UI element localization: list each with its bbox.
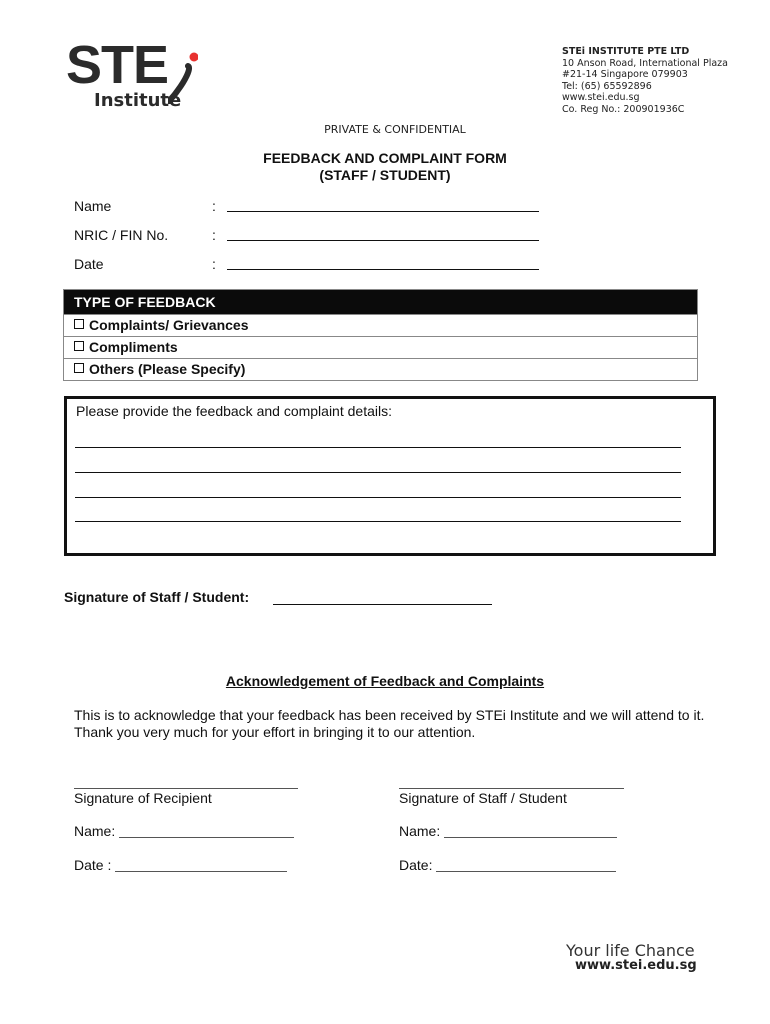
feedback-type-header: TYPE OF FEEDBACK (64, 290, 697, 314)
details-box[interactable] (64, 396, 716, 556)
staff-student-signature-field[interactable] (399, 788, 624, 789)
staff-student-signature-label: Signature of Staff / Student (399, 790, 567, 806)
staff-date-label: Date: (399, 857, 433, 873)
company-name: STEi INSTITUTE PTE LTD (562, 46, 690, 57)
form-title: FEEDBACK AND COMPLAINT FORM (263, 150, 507, 166)
option-others[interactable] (64, 358, 697, 380)
date-field[interactable] (227, 269, 539, 270)
ack-title-text: Acknowledgement of Feedback and Complaints (225, 673, 545, 689)
company-tel: Tel: (65) 65592896 (562, 80, 652, 92)
option-others-label: Others (Please Specify) (89, 361, 246, 377)
ack-text: This is to acknowledge that your feedback has been received by STEi Institute and we will attend to it. Thank you very much for your effort in bringing it to our attention. (74, 707, 705, 740)
staff-name-row (399, 823, 617, 839)
name-field[interactable] (227, 211, 539, 212)
staff-date-field[interactable] (436, 857, 616, 872)
nric-colon: : (212, 227, 216, 243)
option-complaints-label: Complaints/ Grievances (89, 317, 249, 333)
staff-name-label: Name: (399, 823, 441, 839)
recipient-name-label: Name: (74, 823, 116, 839)
footer-tagline: Your life Chance (566, 941, 695, 960)
option-compliments-label: Compliments (89, 339, 178, 355)
private-confidential-label: PRIVATE & CONFIDENTIAL (324, 123, 466, 136)
option-compliments[interactable] (64, 336, 697, 358)
date-label: Date (74, 256, 104, 272)
company-reg: Co. Reg No.: 200901936C (562, 103, 685, 115)
recipient-date-field[interactable] (115, 857, 287, 872)
company-address-2: #21-14 Singapore 079903 (562, 69, 688, 80)
logo-brand: STE (66, 35, 169, 95)
recipient-name-row (74, 823, 294, 839)
signature-staff-student-field[interactable] (273, 604, 492, 605)
recipient-date-label: Date : (74, 857, 112, 873)
nric-field[interactable] (227, 240, 539, 241)
name-label: Name (74, 198, 112, 214)
details-line[interactable] (75, 497, 681, 498)
company-address-1: 10 Anson Road, International Plaza (562, 57, 728, 69)
recipient-name-field[interactable] (119, 823, 294, 838)
details-label: Please provide the feedback and complaint details: (76, 403, 392, 419)
feedback-type-table (63, 289, 698, 381)
company-web: www.stei.edu.sg (562, 92, 640, 103)
checkbox-icon[interactable] (74, 341, 84, 351)
form-subtitle: (STAFF / STUDENT) (319, 167, 451, 183)
logo-institute: Institute (94, 90, 182, 111)
signature-colon: : (244, 589, 250, 605)
option-complaints[interactable] (64, 314, 697, 336)
staff-date-row (399, 857, 616, 873)
recipient-signature-field[interactable] (74, 788, 298, 789)
recipient-signature-label: Signature of Recipient (74, 790, 212, 806)
nric-label: NRIC / FIN No. (74, 227, 169, 243)
details-line[interactable] (75, 447, 681, 448)
name-colon: : (212, 198, 216, 214)
checkbox-icon[interactable] (74, 363, 84, 373)
date-colon: : (212, 256, 216, 272)
footer-website: www.stei.edu.sg (575, 958, 697, 973)
company-info (562, 46, 728, 115)
signature-label-text: Signature of Staff / Student (64, 589, 245, 605)
checkbox-icon[interactable] (74, 319, 84, 329)
recipient-date-row (74, 857, 287, 873)
details-line[interactable] (75, 472, 681, 473)
staff-name-field[interactable] (444, 823, 617, 838)
ack-title (0, 673, 770, 689)
signature-staff-student-label (64, 589, 249, 605)
details-line[interactable] (75, 521, 681, 522)
